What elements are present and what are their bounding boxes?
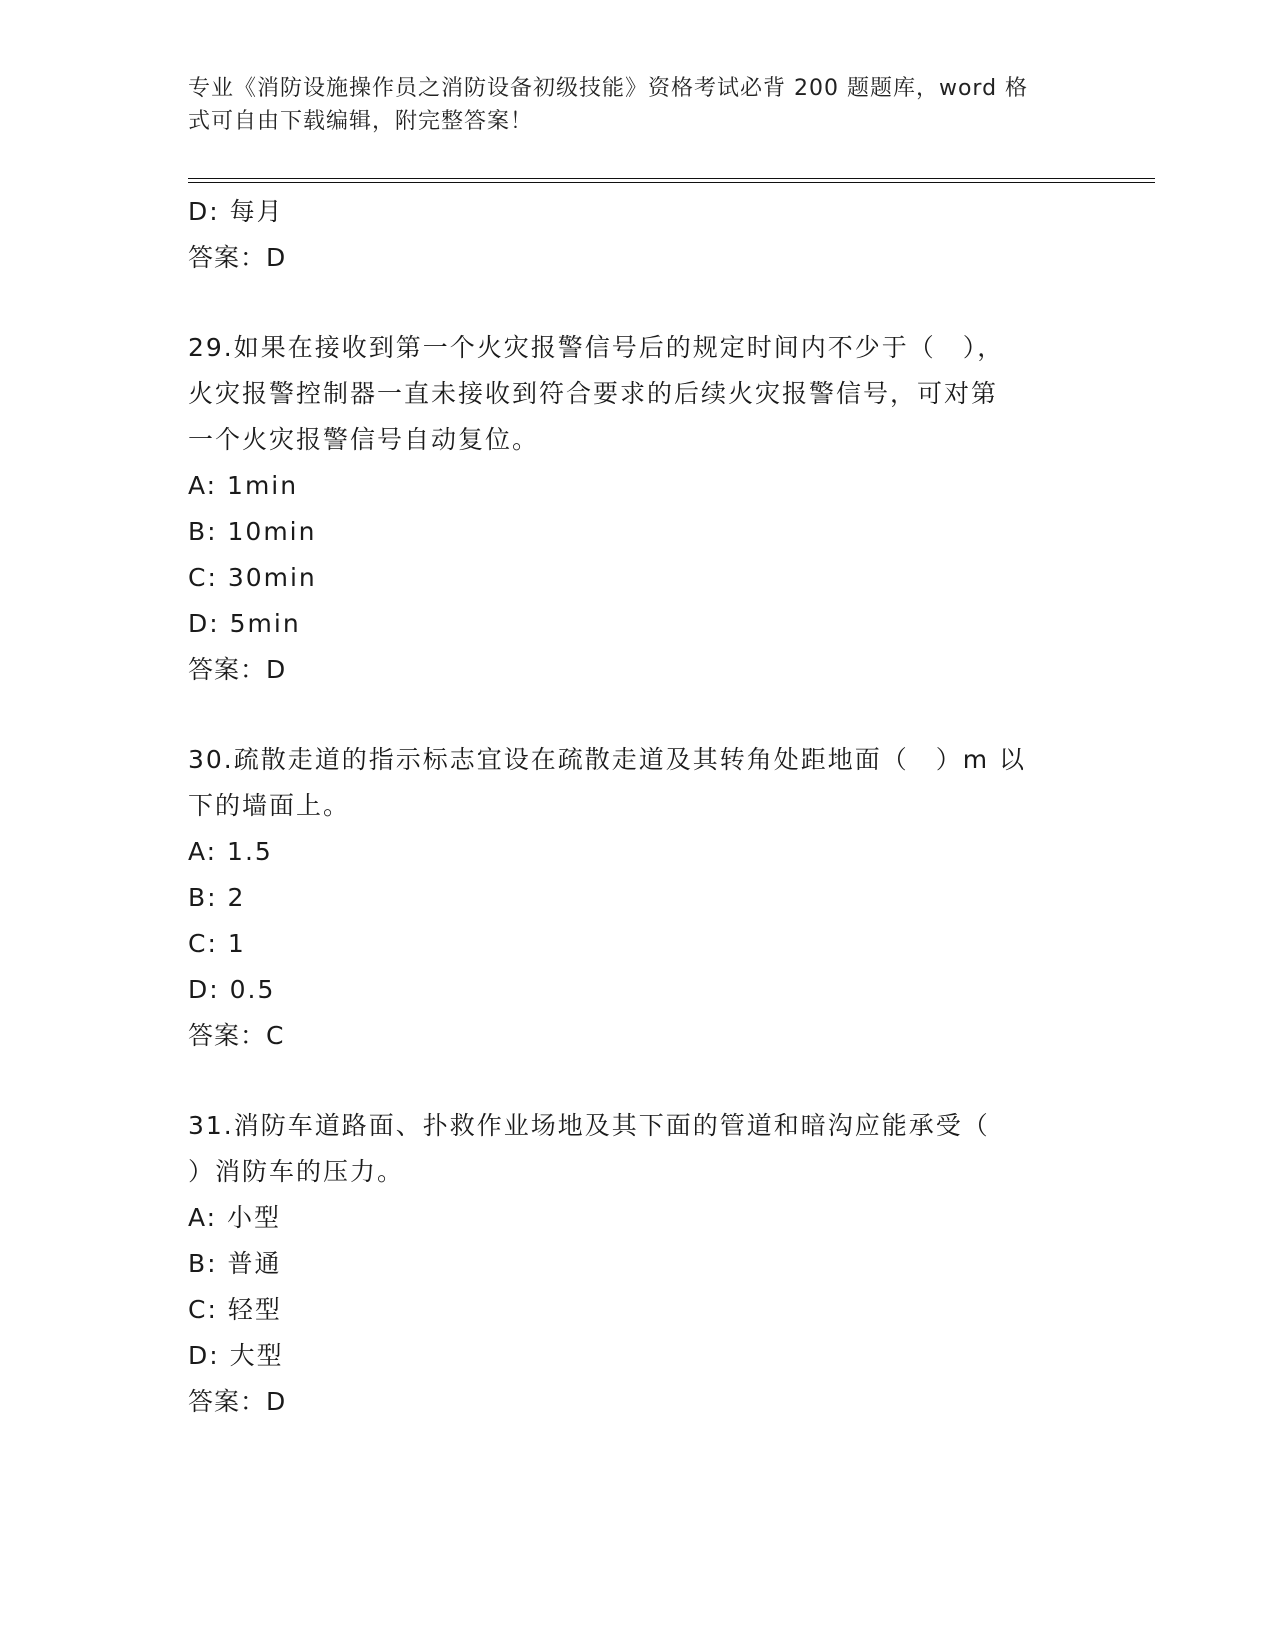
question-text-line: 一个火灾报警信号自动复位。 bbox=[188, 425, 540, 454]
answer: 答案：D bbox=[188, 655, 287, 684]
option-d: D: 5min bbox=[188, 609, 301, 638]
option-a: A: 1min bbox=[188, 471, 299, 500]
option-d: D: 每月 bbox=[188, 197, 284, 226]
answer: 答案：D bbox=[188, 1387, 287, 1416]
option-c: C: 轻型 bbox=[188, 1295, 282, 1324]
question-31 bbox=[188, 1103, 1068, 1425]
question-text-line: 火灾报警控制器一直未接收到符合要求的后续火灾报警信号，可对第 bbox=[188, 379, 999, 408]
answer: 答案：D bbox=[188, 243, 287, 272]
question-text-line: 下的墙面上。 bbox=[188, 791, 351, 820]
page-header bbox=[188, 72, 1068, 138]
option-d: D: 0.5 bbox=[188, 975, 276, 1004]
answer: 答案：C bbox=[188, 1021, 285, 1050]
previous-question-tail bbox=[188, 189, 1068, 281]
option-b: B: 2 bbox=[188, 883, 246, 912]
option-d: D: 大型 bbox=[188, 1341, 284, 1370]
option-a: A: 1.5 bbox=[188, 837, 273, 866]
header-divider bbox=[188, 178, 1155, 183]
question-29 bbox=[188, 325, 1068, 693]
question-30 bbox=[188, 737, 1068, 1059]
option-b: B: 普通 bbox=[188, 1249, 282, 1278]
question-text-line: 29.如果在接收到第一个火灾报警信号后的规定时间内不少于（ ）， bbox=[188, 333, 1005, 362]
option-b: B: 10min bbox=[188, 517, 317, 546]
header-line-1: 专业《消防设施操作员之消防设备初级技能》资格考试必背 200 题题库，word 格 bbox=[188, 76, 1029, 101]
question-text-line: 30.疏散走道的指示标志宜设在疏散走道及其转角处距地面（ ）m 以 bbox=[188, 745, 1027, 774]
question-list bbox=[188, 189, 1068, 1425]
header-line-2: 式可自由下载编辑，附完整答案！ bbox=[188, 109, 534, 134]
question-text-line: 31.消防车道路面、扑救作业场地及其下面的管道和暗沟应能承受（ bbox=[188, 1111, 990, 1140]
question-text-line: ）消防车的压力。 bbox=[188, 1157, 405, 1186]
option-c: C: 1 bbox=[188, 929, 246, 958]
option-a: A: 小型 bbox=[188, 1203, 282, 1232]
option-c: C: 30min bbox=[188, 563, 317, 592]
